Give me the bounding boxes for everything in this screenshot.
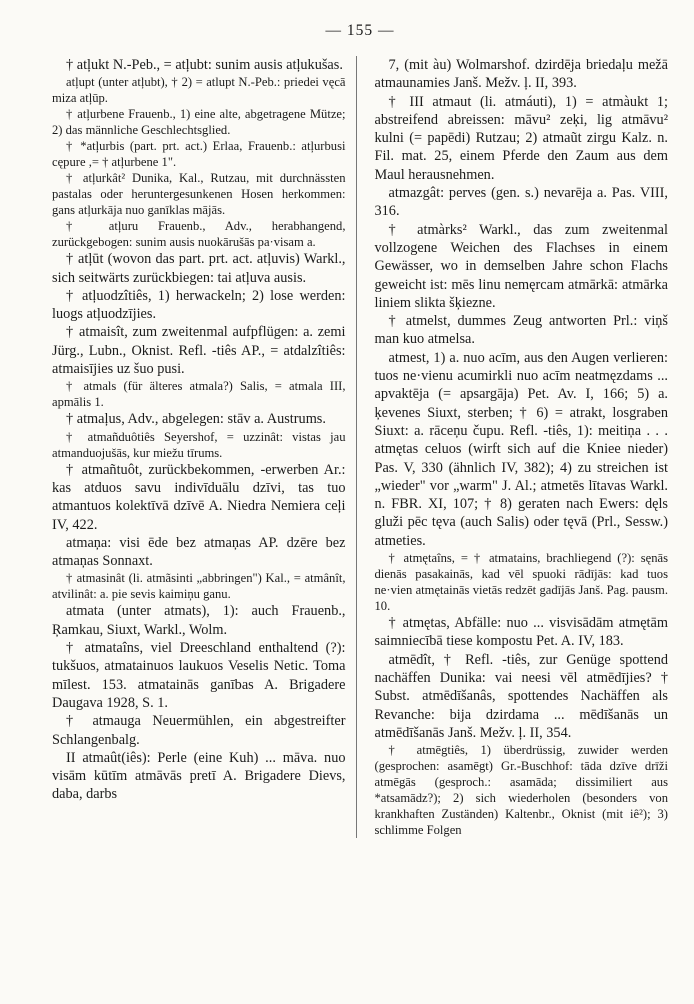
- dictionary-entry: † atmasinât (li. atmãsinti „abbringen") Kal., = atmânît, atvilinât: a. pie sevis kaimiņu ganu.: [52, 571, 346, 602]
- dictionary-entry: † atmataîns, viel Dreeschland enthaltend (?): tukšuos, atmatainuos laukuos Veselis Netic. Toma mīlest. 153. atmatainās ganības A. Brigadere Daugava 1928, S. 1.: [52, 640, 346, 711]
- dictionary-entry: atmata (unter atmats), 1): auch Frauenb., Ŗamkau, Siuxt, Warkl., Wolm.: [52, 603, 346, 638]
- dictionary-entry: † atmelst, dummes Zeug antworten Prl.: viņš man kuo atmelsa.: [374, 313, 668, 348]
- dictionary-entry: II atmaût(iês): Perle (eine Kuh) ... māva. nuo visām kūtīm atmāvās pretī A. Brigadere Dievs, daba, darbs: [52, 749, 346, 803]
- dictionary-entry: † atmętaîns, = † atmatains, brachliegend (?): sęnās dienās pasakainās, kad vēl spuoki rādījās: kad tuos ne·vien atmętainās vietās redzēt gadījās Janš. Pag. pausm. 10.: [374, 551, 668, 614]
- dictionary-entry: † atmętas, Abfälle: nuo ... visvisādām atmętām saimniecībā tiese kompostu Pet. A. IV, 183.: [374, 615, 668, 650]
- dictionary-entry: atmazgât: perves (gen. s.) nevarēja a. Pas. VIII, 316.: [374, 185, 668, 220]
- dictionary-entry: † atmauga Neuermühlen, ein abgestreifter Schlangenbalg.: [52, 713, 346, 748]
- dictionary-entry: atļupt (unter atļubt), † 2) = atlupt N.-Peb.: priedei vęcā miza atļūp.: [52, 75, 346, 106]
- dictionary-entry: † atmēgtiês, 1) überdrüssig, zuwider werden (gesprochen: asamēgt) Gr.-Buschhof: tāda dzīve drīži atmēgās (gesproch.: asamāda; dissimiliert aus *atsamādz?); 2) sich wiederholen (besonders von krankhaften Zuständen) Kaltenbr., Oknist (mit iê²); 3) schlimme Folgen: [374, 743, 668, 838]
- dictionary-entry: atmest, 1) a. nuo acīm, aus den Augen verlieren: tuos ne·vienu acumirkli nuo acīm neatmęzdams ... apvaktēja (= apsargāja) Pet. Av. I, 166; 5) a. ķevenes Siuxt, sterben; † 6) = atrakt, losgraben Siuxt: a. rāceņu čupu. Refl. -tiês, 1): meitiņa . . . atmętas celuos (wirft sich auf die Kniee nieder) Pas. V, 330 (ähnlich IV, 382); 4) zu streichen ist „wieder" vor „warm" J. Al.; atmetēs lītavas Warkl. n. FBR. XI, 107; † 8) geraten nach Ewers: dęls gluži pēc tęva (auch Salis) oder tęvā (Prl., Sessw.) atmeties.: [374, 349, 668, 549]
- right-column: [375, 56, 669, 838]
- dictionary-entry: atmēdît, † Refl. -tiês, zur Genüge spottend nachäffen Dunika: vai neesi vēl atmēdījies? † Subst. atmēdīšanâs, spottendes Nachäffen als Revanche: bija dzirdama ... mēdīšanās un atmēdīšanās Janš. Mežv. ļ. II, 354.: [374, 651, 668, 741]
- dictionary-entry: † atmaļus, Adv., abgelegen: stāv a. Austrums.: [66, 411, 326, 428]
- dictionary-entry: † atļuodzîtiês, 1) herwackeln; 2) lose werden: luogs atļuodzījies.: [52, 287, 346, 323]
- dictionary-entry: † atmaisît, zum zweitenmal aufpflügen: a. zemi Jürg., Lubn., Oknist. Refl. -tiês AP., = atdalzîtiês: atmaisījies uz šuo pusi.: [52, 324, 346, 378]
- dictionary-entry: † III atmaut (li. atmáuti), 1) = atmàukt 1; abstreifend abreissen: māvu² zeķi, lig atmāvu² kulni (= papēdi) Rutzau; 2) atmaũt zirgu Kalz. n. Fil. mat. 25, einem Pferde den Zaum aus dem Maul herausnehmen.: [374, 93, 668, 183]
- dictionary-entry: † atļurkât² Dunika, Kal., Rutzau, mit durchnässten pastalas oder heruntergesunkenen Hosen herkommen: gans atļurkāja nuo ganīklas mājās.: [52, 171, 346, 218]
- dictionary-entry: † atļūt (wovon das part. prt. act. atļuvis) Warkl., sich seitwärts zurückbiegen: tai atļuva ausis.: [52, 251, 346, 286]
- dictionary-entry: 7, (mit àu) Wolmarshof. dzirdēja briedaļu mežā atmaunamies Janš. Mežv. ļ. II, 393.: [374, 57, 668, 92]
- dictionary-entry: † atmàrks² Warkl., das zum zweitenmal vollzogene Weichen des Flachses in einem Gewässer, wo in demselben Jahre schon Flachs geweicht ist: mēs linu nemęrcam atmārkā: atmārka liniem slikta šķiezne.: [374, 221, 668, 311]
- dictionary-entry: † atmañtuôt, zurückbekommen, -erwerben Ar.: kas atduos savu indivīduālu dzīvi, tas tuo atmantuos kolektīvā dzīvē A. Niedra Nemiera ceļi IV, 422.: [52, 461, 346, 533]
- dictionary-entry: † atļuru Frauenb., Adv., herabhangend, zurückgebogen: sunim ausis nuokārušās pa·visam a.: [52, 219, 346, 250]
- left-column: [52, 56, 357, 838]
- dictionary-entry: † *atļurbis (part. prt. act.) Erlaa, Frauenb.: atļurbusi cępure ,= † atļurbene 1".: [52, 139, 346, 170]
- dictionary-entry: atmaņa: visi ēde bez atmaņas AP. dzēre bez atmaņas Sonnaxt.: [52, 534, 346, 570]
- dictionary-entry: † atmals (für älteres atmala?) Salis, = atmala III, apmālis 1.: [52, 379, 346, 410]
- page-number: — 155 —: [325, 22, 395, 39]
- columns: [52, 56, 668, 838]
- dictionary-entry: † atļukt N.-Peb., = atļubt: sunim ausis atļukušas.: [66, 57, 343, 73]
- dictionary-entry: † atļurbene Frauenb., 1) eine alte, abgetragene Mütze; 2) das männliche Geschlechtsglied.: [52, 107, 346, 138]
- dictionary-entry: † atmañduôtiês Seyershof, = uzzinât: vistas jau atmanduojušās, kur miežu tīrums.: [52, 429, 346, 460]
